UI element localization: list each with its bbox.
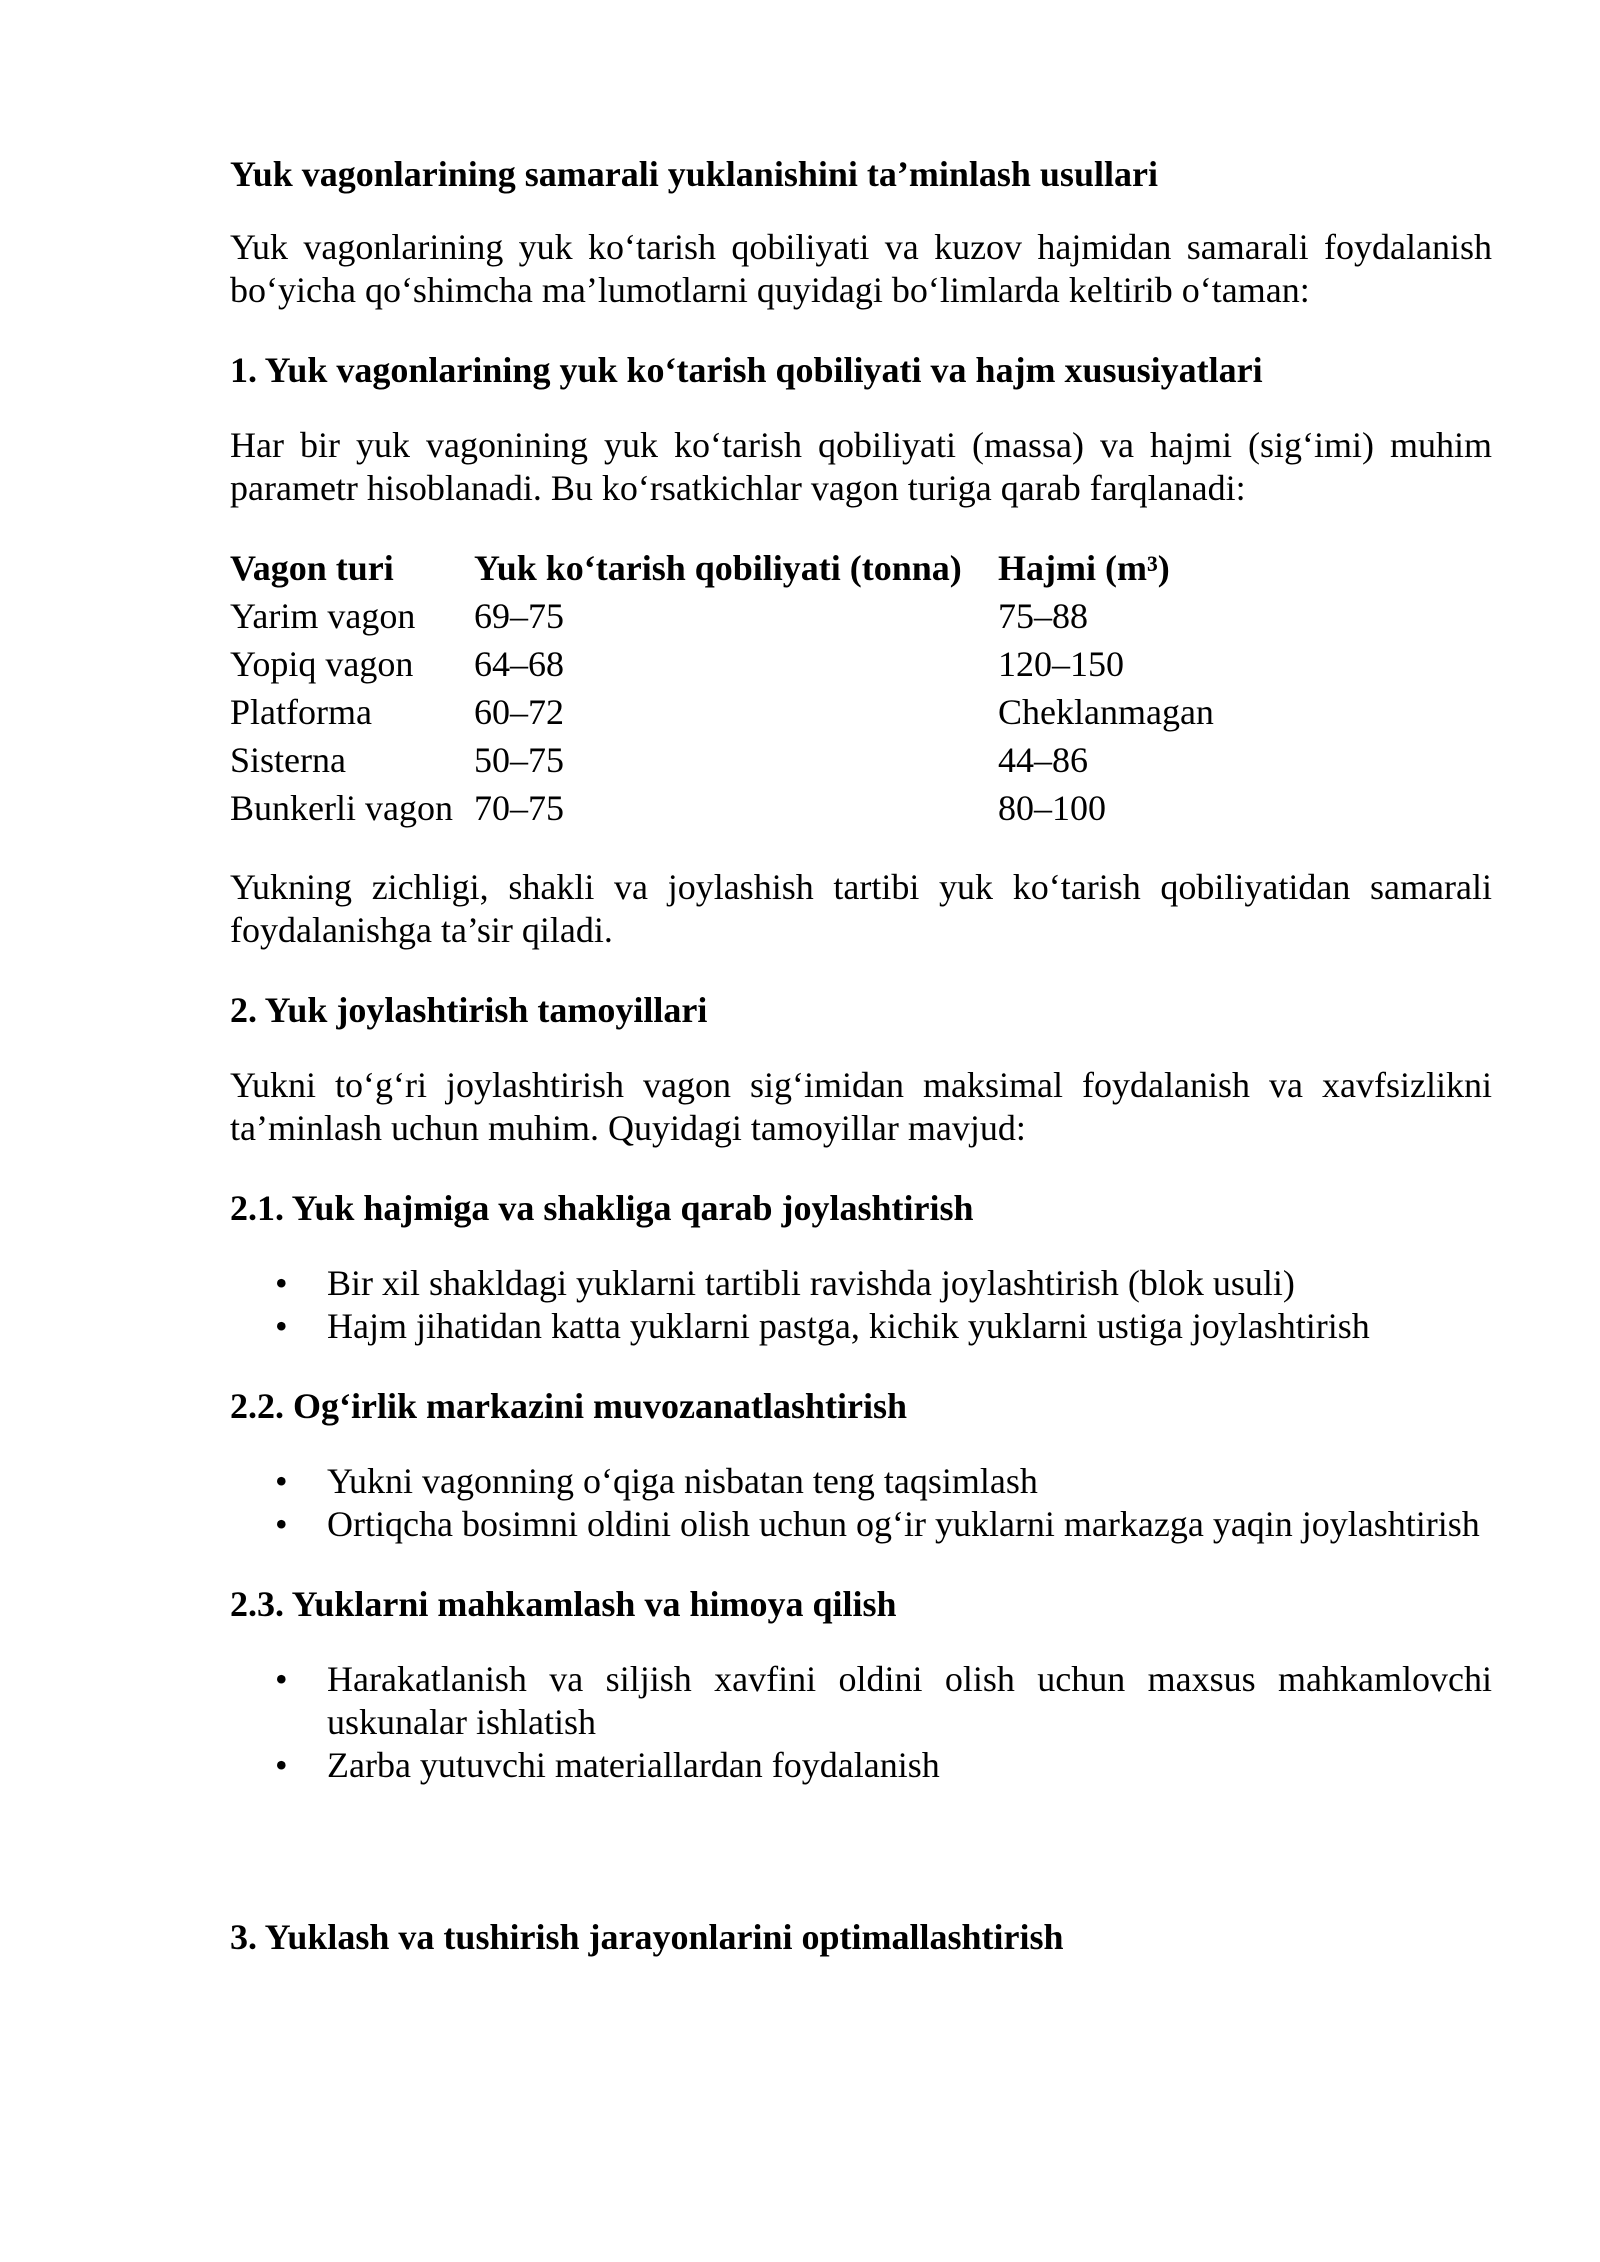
list-item: [275, 1503, 1492, 1546]
document-title: Yuk vagonlarining samarali yuklanishini ta’minlash usullari: [230, 154, 1158, 194]
wagon-table: [230, 544, 1214, 832]
table-row: [230, 640, 1214, 688]
subsection-2-3-heading: 2.3. Yuklarni mahkamlash va himoya qilish: [230, 1584, 897, 1624]
table-header-cell: Yuk ko‘tarish qobiliyati (tonna): [474, 548, 962, 588]
table-cell: Sisterna: [230, 740, 346, 780]
table-cell: 120–150: [998, 644, 1124, 684]
table-cell: Bunkerli vagon: [230, 788, 453, 828]
section-3-heading: 3. Yuklash va tushirish jarayonlarini optimallashtirish: [230, 1917, 1064, 1957]
list-item: [275, 1744, 1492, 1787]
subsection-2-1-list: [230, 1262, 1492, 1348]
list-item: [275, 1460, 1492, 1503]
table-row: [230, 688, 1214, 736]
list-item: [275, 1262, 1492, 1305]
table-cell: Yarim vagon: [230, 596, 416, 636]
list-item-text: Harakatlanish va siljish xavfini oldini olish uchun maxsus mahkamlovchi uskunalar ishlatish: [327, 1659, 1492, 1742]
section-1-paragraph: Har bir yuk vagonining yuk ko‘tarish qobiliyati (massa) va hajmi (sig‘imi) muhim parametr hisoblanadi. Bu ko‘rsatkichlar vagon turiga qarab farqlanadi:: [230, 425, 1492, 508]
list-item-text: Ortiqcha bosimni oldini olish uchun og‘ir yuklarni markazga yaqin joylashtirish: [327, 1504, 1480, 1544]
table-row: [230, 592, 1214, 640]
section-2-paragraph: Yukni to‘g‘ri joylashtirish vagon sig‘imidan maksimal foydalanish va xavfsizlikni ta’minlash uchun muhim. Quyidagi tamoyillar mavjud:: [230, 1065, 1492, 1148]
table-cell: 75–88: [998, 596, 1088, 636]
subsection-2-2-list: [230, 1460, 1492, 1546]
document-page: [230, 150, 1492, 1961]
bullet-icon: •: [275, 1263, 288, 1303]
section-2-heading: 2. Yuk joylashtirish tamoyillari: [230, 990, 708, 1030]
section-1-closing-paragraph: Yukning zichligi, shakli va joylashish tartibi yuk ko‘tarish qobiliyatidan samarali foydalanishga ta’sir qiladi.: [230, 867, 1492, 950]
table-header-row: [230, 544, 1214, 592]
table-header-cell: Hajmi (m³): [998, 548, 1170, 588]
table-cell: 64–68: [474, 644, 564, 684]
table-cell: 70–75: [474, 788, 564, 828]
table-cell: 50–75: [474, 740, 564, 780]
subsection-2-1-heading: 2.1. Yuk hajmiga va shakliga qarab joylashtirish: [230, 1188, 974, 1228]
bullet-icon: •: [275, 1461, 288, 1501]
table-row: [230, 736, 1214, 784]
bullet-icon: •: [275, 1306, 288, 1346]
table-cell: Platforma: [230, 692, 372, 732]
table-row: [230, 784, 1214, 832]
bullet-icon: •: [275, 1745, 288, 1785]
subsection-2-2-heading: 2.2. Og‘irlik markazini muvozanatlashtirish: [230, 1386, 908, 1426]
table-cell: 60–72: [474, 692, 564, 732]
list-item: [275, 1305, 1492, 1348]
table-header-cell: Vagon turi: [230, 548, 394, 588]
intro-paragraph: Yuk vagonlarining yuk ko‘tarish qobiliyati va kuzov hajmidan samarali foydalanish bo‘yicha qo‘shimcha ma’lumotlarni quyidagi bo‘limlarda keltirib o‘taman:: [230, 227, 1492, 310]
table-cell: 69–75: [474, 596, 564, 636]
bullet-icon: •: [275, 1659, 288, 1699]
list-item-text: Yukni vagonning o‘qiga nisbatan teng taqsimlash: [327, 1461, 1038, 1501]
subsection-2-3-list: [230, 1658, 1492, 1787]
table-cell: 80–100: [998, 788, 1106, 828]
list-item-text: Zarba yutuvchi materiallardan foydalanish: [327, 1745, 940, 1785]
list-item-text: Hajm jihatidan katta yuklarni pastga, kichik yuklarni ustiga joylashtirish: [327, 1306, 1370, 1346]
table-cell: Yopiq vagon: [230, 644, 414, 684]
table-cell: 44–86: [998, 740, 1088, 780]
table-cell: Cheklanmagan: [998, 692, 1214, 732]
bullet-icon: •: [275, 1504, 288, 1544]
list-item: [275, 1658, 1492, 1744]
list-item-text: Bir xil shakldagi yuklarni tartibli ravishda joylashtirish (blok usuli): [327, 1263, 1295, 1303]
section-1-heading: 1. Yuk vagonlarining yuk ko‘tarish qobiliyati va hajm xususiyatlari: [230, 350, 1263, 390]
